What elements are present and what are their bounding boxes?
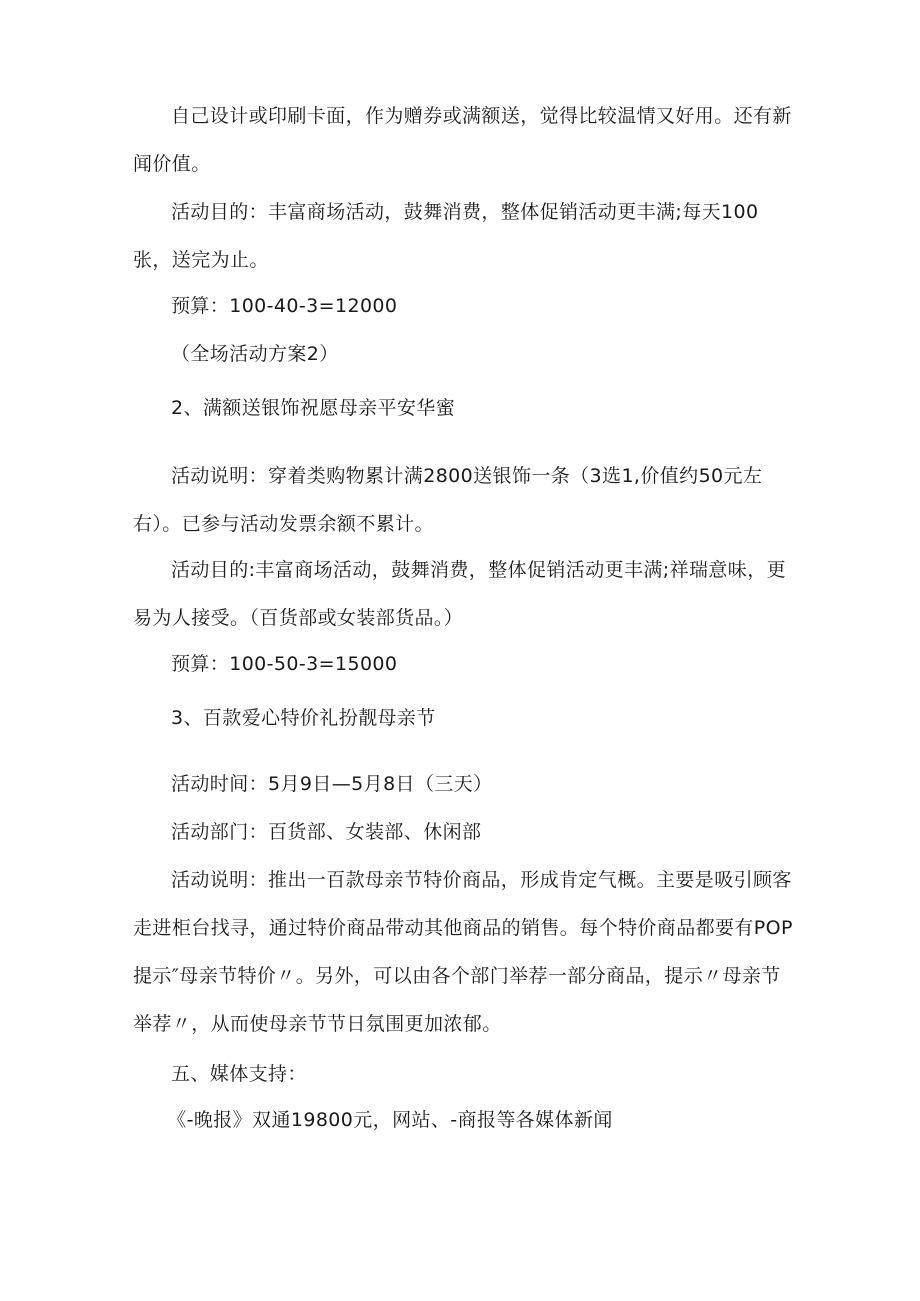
paragraph-activity-desc-2: 活动说明：穿着类购物累计满2800送银饰一条（3选1,价值约50元左右）。已参与活动发票余额不累计。 [133, 465, 763, 535]
paragraph-plan-2-label: （全场活动方案2） [171, 343, 339, 365]
paragraph-card-design: 自己设计或印刷卡面，作为赠券或满额送，觉得比较温情又好用。还有新闻价值。 [133, 105, 792, 175]
paragraph-budget-2: 预算：100-50-3=15000 [171, 653, 398, 675]
paragraph-activity-goal-1: 活动目的：丰富商场活动，鼓舞消费，整体促销活动更丰满;每天100张，送完为止。 [133, 201, 759, 271]
paragraph-activity-desc-3: 活动说明：推出一百款母亲节特价商品，形成肯定气概。主要是吸引顾客走进柜台找寻，通过特价商品带动其他商品的销售。每个特价商品都要有POP提示″母亲节特价〃。另外，可以由各个部门举荐一部分商品，提示〃母亲节举荐〃，从而使母亲节节日氛围更加浓郁。 [133, 869, 793, 1035]
heading-silver-jewelry: 2、满额送银饰祝愿母亲平安华蜜 [171, 397, 456, 419]
heading-hundred-specials: 3、百款爱心特价礼扮靓母亲节 [171, 707, 436, 729]
paragraph-budget-1: 预算：100-40-3=12000 [171, 295, 398, 317]
paragraph-activity-time: 活动时间：5月9日—5月8日（三天） [171, 773, 493, 795]
paragraph-activity-goal-2: 活动目的:丰富商场活动，鼓舞消费，整体促销活动更丰满;祥瑞意味，更易为人接受。（百货部或女装部货品。） [133, 559, 787, 629]
heading-media-support: 五、媒体支持： [171, 1063, 307, 1085]
paragraph-media-details: 《-晚报》双通19800元，网站、-商报等各媒体新闻 [167, 1109, 613, 1131]
paragraph-activity-departments: 活动部门：百货部、女装部、休闲部 [171, 821, 482, 843]
